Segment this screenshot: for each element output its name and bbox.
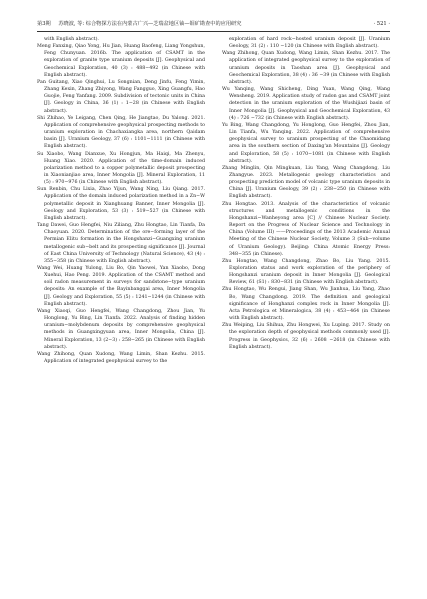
reference-entry: Zhu Hongtao, Wu Rengui, Jiang Shan, Wu Jianhua, Liu Yang, Zhao Bo, Wang Changdong. 2019. The definition and geological significance of Honghanzi complex rock in Inner Mongolia [J]. Acta Petrologica et Mineralogica, 38 (4) : 453−464 (in Chinese with English abstract). [222,287,390,322]
reference-entry: Zhang Minglin, Qin Mingkuan, Liu Yang, Wang Changdong, Liu Zhangyue. 2023. Metallogenic geology characteristics and prospecting prediction model of volcanic type uranium deposits in China [J]. Uranium Geology, 39 (2) : 238−250 (in Chinese with English abstract). [222,165,390,200]
reference-entry: Su Xiaobo, Wang Dianxue, Xu Hongjun, Ma Haiqi, Ma Zhenyu, Huang Xiao. 2020. Application of the time-domain induced polarization method to a copper polymetallic deposit prospecting in Xiaonianjiao area, Inner Mongolia [J]. Mineral Exploration, 11 (5) : 970−976 (in Chinese with English abstract). [37,151,205,186]
reference-entry: Wu Yanqing, Wang Shicheng, Ding Yuan, Wang Qing, Wang Wensheng. 2019. Application study of radon gas and CSAMT joint detection in the uranium exploration of the Wushijiazi basin of Inner Mongolia [J]. Geophysical and Geochemical Exploration, 43 (4) : 726 −732 (in Chinese with English abstract). [222,87,390,121]
reference-entry: Zhu Hongtao. 2013. Analysis of the characteristics of volcanic structures and metallogenic conditions in the Hongshanzi−Wanheyong area [C] // Chinese Nuclear Society. Report on the Progress of Nuclear Science and Technology in China (Volume III) ——Proceedings of the 2013 Academic Annual Meeting of the Chinese Nuclear Society, Volume 3 (Sub−volume of Uranium Geology). Beijing: China Atomic Energy Press: 348−355 (in Chinese). [222,201,390,257]
reference-entry: with English abstract). [44,37,99,42]
reference-entry: Wang Wei, Huang Yulong, Liu Bo, Qin Yaowei, Yan Xiaobo, Dong Xuehui, Hao Peng. 2019. Application of the CSAMT method and soil radon measurement in surveys for sandstone−type uranium deposits: An example of the Bayinbanggai area, Inner Mongolia [J]. Geology and Exploration, 55 (5) : 1241−1244 (in Chinese with English abstract). [37,266,205,307]
reference-entry: exploration of hard rock−hosted uranium deposit [J]. Uranium Geology, 31 (2) : 110 −120 (in Chinese with English abstract). [229,37,390,50]
running-header [37,19,390,29]
reference-entry: Sun Renbin, Chu Lixia, Zhao Yijun, Wang Ning, Liu Qiang. 2017. Application of the domain induced polarization method in a Zn−W polymetallic deposit in Xianghuang Banner, Inner Mongolia [J]. Geology and Exploration, 53 (3) : 519−527 (in Chinese with English abstract). [37,187,205,221]
reference-entry: Shi Zhihao, Ye Leigang, Chen Qing, He Jiangtao, Du Yalong. 2021. Application of comprehensive geophysical prospecting methods to uranium exploration in Chachaxiangka area, northern Qaidam basin [J]. Uranium Geology, 37 (6) : 1101−1111 (in Chinese with English abstract). [37,115,205,150]
reference-entry: Wang Xiaoqi, Guo Hengfei, Wang Changdong, Zhou Jian, Yu Honglong, Yu Bing, Lin Tianfa. 2022. Analysis of finding hidden uranium−molybdenum deposits by comprehensive geophysical methods in Guangxingyuan area, Inner Mongolia, China [J]. Mineral Exploration, 13 (2−3) : 258−265 (in Chinese with English abstract). [37,308,205,350]
references-left-column [37,36,205,365]
reference-entry: Zhu Hongtao, Wang Changdong, Zhao Bo, Liu Yang. 2015. Exploration status and work exploration of the periphery of Hongshanzi uranium deposit in Inner Mongolia [J]. Geological Review, 61 (S1) : 830−831 (in Chinese with English abstract). [222,258,390,286]
header-rule [37,31,390,32]
reference-entry: Yu Bing, Wang Changdong, Yu Honglong, Guo Hengfei, Zhou Jian, Lin Tianfa, Wu Yanqing. 2022. Application of comprehensive geophysical survey to uranium prospecting of the Chaomidang area in the southern section of Daxing'an Mountains [J]. Geology and Exploration, 58 (5) : 1070−1081 (in Chinese with English abstract). [222,122,390,164]
page-number: · 521 · [373,21,390,27]
reference-entry: Zhu Weiping, Liu Shihua, Zhu Hongwei, Xu Luping. 2017. Study on the exploration depth of geophysical methods commonly used [J]. Progress in Geophysics, 32 (6) : 2608 −2618 (in Chinese with English abstract). [222,323,390,350]
reference-entry: Wang Zhihong, Quan Xudong, Wang Limin, Shan Kezhu. 2015. Application of integrated geophysical survey to the [37,351,205,365]
running-title: 苏晓波, 等: 综合物探方法在内蒙古广兴—芝瑞盆地区铀—钼矿勘查中的应用研究 [58,21,242,27]
reference-entry: Wang Zhihong, Quan Xudong, Wang Limin, Shan Kezhu. 2017. The application of integrated geophysical survey to the exploration of uranium deposits in Taoshan area [J]. Geophysical and Geochemical Exploration, 38 (4) : 36 −39 (in Chinese with English abstract). [222,51,390,85]
reference-entry: Tang Dawei, Guo Hengfei, Niu Ziliang, Zhu Hongtao, Lin Tianfa, Da Chaoyuan. 2020. Determination of the ore−forming layer of the Permian Elitu formation in the Hongshanzi−Guangxing uranium metallogenic sub−belt and its prospecting significance [J]. Journal of East China University of Technology (Natural Science), 43 (4) : 355−358 (in Chinese with English abstract). [37,223,205,264]
references-right-column [222,36,390,351]
reference-entry: Meng Fanxing, Qiao Yong, Hu Jian, Huang Baofeng, Liang Yongshun, Feng Chunyuan. 2016b. The application of CSAMT in the exploration of granite type uranium deposits [J]. Geophysical and Geochemical Exploration, 40 (3) : 488−492 (in Chinese with English abstract). [37,44,205,78]
journal-volume: 第3期 [37,21,51,27]
reference-entry: Pan Guitang, Xiao Qinghui, Lu Songnian, Deng Jinfu, Feng Yimin, Zhang Kexin, Zhang Zhiyong, Wang Fangguo, Xing Guangfu, Hao Guojie, Feng Yanfang. 2009. Subdivision of tectonic units in China [J]. Geology in China, 36 (1) : 1−28 (in Chinese with English abstract). [37,79,205,114]
header-left [37,19,241,29]
